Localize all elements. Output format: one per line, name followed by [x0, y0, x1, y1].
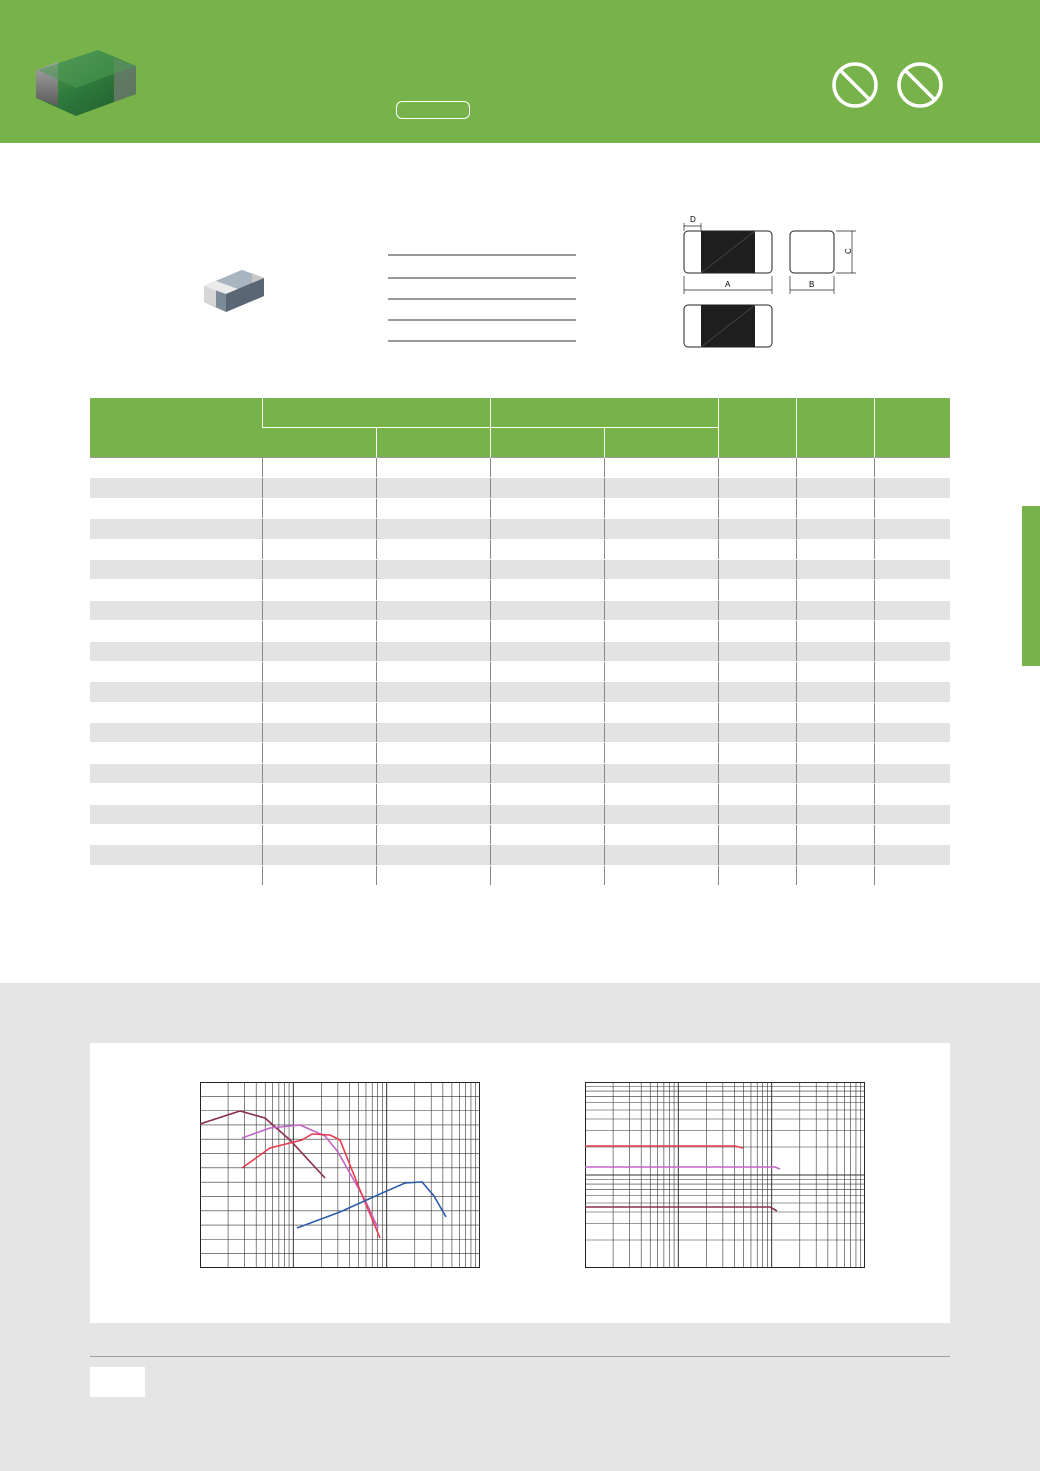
- table-cell: [490, 478, 604, 498]
- table-cell: [796, 865, 874, 885]
- table-cell: [90, 804, 262, 824]
- table-row: [90, 845, 950, 865]
- table-row: [90, 661, 950, 681]
- header-part-number: [90, 398, 262, 458]
- table-cell: [490, 784, 604, 804]
- table-cell: [718, 458, 796, 478]
- table-cell: [874, 702, 950, 722]
- table-cell: [376, 682, 490, 702]
- table-cell: [490, 498, 604, 518]
- table-cell: [262, 519, 376, 539]
- dim-label-a: A: [725, 280, 731, 289]
- table-row: [90, 641, 950, 661]
- table-cell: [262, 825, 376, 845]
- header-sub-2: [376, 428, 490, 458]
- table-cell: [796, 661, 874, 681]
- chip-inductor-icon: [28, 44, 140, 120]
- table-row: [90, 825, 950, 845]
- table-cell: [376, 865, 490, 885]
- table-cell: [604, 763, 718, 783]
- table-cell: [376, 784, 490, 804]
- table-cell: [796, 763, 874, 783]
- table-cell: [376, 763, 490, 783]
- table-cell: [490, 702, 604, 722]
- table-cell: [262, 458, 376, 478]
- table-cell: [490, 661, 604, 681]
- table-cell: [718, 723, 796, 743]
- table-row: [90, 743, 950, 763]
- table-cell: [376, 804, 490, 824]
- table-row: [90, 478, 950, 498]
- table-cell: [718, 702, 796, 722]
- table-cell: [376, 845, 490, 865]
- table-cell: [262, 641, 376, 661]
- dim-label-c: C: [844, 248, 853, 254]
- table-cell: [90, 600, 262, 620]
- table-cell: [490, 845, 604, 865]
- table-row: [90, 458, 950, 478]
- table-cell: [262, 621, 376, 641]
- table-cell: [262, 682, 376, 702]
- chip-inductor-photo: [198, 262, 268, 314]
- header-sub-3: [490, 428, 604, 458]
- dim-label-b: B: [809, 280, 815, 289]
- table-cell: [490, 804, 604, 824]
- table-row: [90, 763, 950, 783]
- table-cell: [604, 845, 718, 865]
- table-cell: [376, 458, 490, 478]
- table-cell: [718, 580, 796, 600]
- table-cell: [262, 723, 376, 743]
- table-cell: [718, 539, 796, 559]
- table-cell: [376, 825, 490, 845]
- table-cell: [490, 519, 604, 539]
- table-cell: [874, 539, 950, 559]
- table-body: [90, 458, 950, 886]
- table-cell: [874, 458, 950, 478]
- table-cell: [90, 723, 262, 743]
- table-cell: [90, 661, 262, 681]
- table-cell: [874, 723, 950, 743]
- table-cell: [90, 743, 262, 763]
- table-cell: [90, 763, 262, 783]
- table-cell: [90, 621, 262, 641]
- table-row: [90, 702, 950, 722]
- table-cell: [90, 580, 262, 600]
- table-cell: [376, 580, 490, 600]
- table-cell: [490, 621, 604, 641]
- frequency-chart: [200, 1082, 480, 1268]
- table-cell: [90, 641, 262, 661]
- table-cell: [376, 661, 490, 681]
- table-cell: [604, 621, 718, 641]
- table-cell: [718, 865, 796, 885]
- table-cell: [262, 498, 376, 518]
- dim-label-d: D: [690, 215, 696, 224]
- table-cell: [718, 845, 796, 865]
- table-cell: [796, 580, 874, 600]
- table-cell: [718, 784, 796, 804]
- table-cell: [718, 498, 796, 518]
- table-cell: [262, 539, 376, 559]
- table-cell: [796, 539, 874, 559]
- table-cell: [796, 600, 874, 620]
- table-cell: [604, 641, 718, 661]
- table-cell: [262, 661, 376, 681]
- table-cell: [262, 865, 376, 885]
- table-cell: [718, 641, 796, 661]
- table-cell: [718, 763, 796, 783]
- table-cell: [490, 763, 604, 783]
- table-cell: [796, 519, 874, 539]
- table-cell: [796, 559, 874, 579]
- table-cell: [262, 743, 376, 763]
- table-cell: [874, 865, 950, 885]
- table-cell: [490, 539, 604, 559]
- table-row: [90, 865, 950, 885]
- table-cell: [490, 865, 604, 885]
- table-cell: [490, 743, 604, 763]
- table-cell: [604, 825, 718, 845]
- table-cell: [718, 478, 796, 498]
- table-cell: [90, 539, 262, 559]
- table-cell: [490, 600, 604, 620]
- header-col-8: [874, 398, 950, 458]
- table-cell: [376, 600, 490, 620]
- no-symbol-icon: [895, 60, 945, 110]
- table-cell: [796, 784, 874, 804]
- dc-bias-chart: [585, 1082, 865, 1268]
- page-number-box: [90, 1367, 145, 1397]
- table-cell: [874, 580, 950, 600]
- table-cell: [90, 825, 262, 845]
- table-cell: [604, 723, 718, 743]
- table-cell: [490, 682, 604, 702]
- table-cell: [874, 743, 950, 763]
- table-row: [90, 600, 950, 620]
- dimension-drawing: [672, 214, 868, 354]
- table-cell: [718, 743, 796, 763]
- table-cell: [490, 825, 604, 845]
- table-cell: [262, 702, 376, 722]
- table-cell: [376, 498, 490, 518]
- table-cell: [874, 763, 950, 783]
- table-cell: [874, 559, 950, 579]
- table-cell: [90, 519, 262, 539]
- table-cell: [604, 478, 718, 498]
- table-cell: [796, 845, 874, 865]
- table-cell: [90, 682, 262, 702]
- table-cell: [262, 784, 376, 804]
- table-cell: [604, 559, 718, 579]
- footer-divider: [90, 1356, 950, 1357]
- no-symbol-icon: [830, 60, 880, 110]
- table-row: [90, 580, 950, 600]
- table-cell: [796, 723, 874, 743]
- table-cell: [796, 478, 874, 498]
- table-row: [90, 519, 950, 539]
- table-cell: [604, 600, 718, 620]
- specification-table: [90, 398, 950, 886]
- table-cell: [376, 743, 490, 763]
- table-row: [90, 723, 950, 743]
- table-cell: [796, 682, 874, 702]
- table-cell: [90, 865, 262, 885]
- table-cell: [262, 580, 376, 600]
- header-sub-4: [604, 428, 718, 458]
- table-cell: [490, 580, 604, 600]
- table-cell: [90, 478, 262, 498]
- table-cell: [490, 559, 604, 579]
- table-cell: [718, 519, 796, 539]
- chart-frame: [201, 1083, 480, 1268]
- table-row: [90, 804, 950, 824]
- table-cell: [90, 784, 262, 804]
- table-cell: [376, 559, 490, 579]
- table-cell: [604, 804, 718, 824]
- table-cell: [604, 682, 718, 702]
- table-row: [90, 682, 950, 702]
- table-cell: [376, 641, 490, 661]
- table-cell: [262, 845, 376, 865]
- table-cell: [604, 498, 718, 518]
- table-cell: [718, 661, 796, 681]
- table-cell: [874, 498, 950, 518]
- table-cell: [796, 804, 874, 824]
- table-cell: [796, 702, 874, 722]
- table-cell: [604, 519, 718, 539]
- table-cell: [796, 825, 874, 845]
- table-cell: [604, 580, 718, 600]
- table-cell: [604, 784, 718, 804]
- header-group-1: [262, 398, 490, 428]
- table-cell: [796, 641, 874, 661]
- table-cell: [718, 804, 796, 824]
- table-cell: [796, 498, 874, 518]
- table-cell: [604, 865, 718, 885]
- spec-summary-lines: [388, 254, 576, 344]
- header-band: [0, 0, 1040, 143]
- table-cell: [796, 621, 874, 641]
- table-cell: [604, 458, 718, 478]
- series-label-pill: [396, 101, 470, 119]
- table-row: [90, 784, 950, 804]
- table-cell: [718, 559, 796, 579]
- table-cell: [90, 559, 262, 579]
- table-row: [90, 539, 950, 559]
- table-cell: [718, 825, 796, 845]
- table-cell: [490, 458, 604, 478]
- header-col-6: [718, 398, 796, 458]
- table-cell: [874, 478, 950, 498]
- table-cell: [874, 804, 950, 824]
- table-cell: [874, 621, 950, 641]
- table-cell: [718, 621, 796, 641]
- header-group-2: [490, 398, 718, 428]
- header-sub-1: [262, 428, 376, 458]
- table-cell: [262, 478, 376, 498]
- table-cell: [90, 458, 262, 478]
- table-cell: [376, 478, 490, 498]
- table-row: [90, 621, 950, 641]
- table-cell: [874, 784, 950, 804]
- table-cell: [376, 723, 490, 743]
- table-cell: [90, 702, 262, 722]
- table-row: [90, 498, 950, 518]
- table-cell: [262, 600, 376, 620]
- table-cell: [874, 519, 950, 539]
- table-cell: [874, 682, 950, 702]
- table-cell: [262, 763, 376, 783]
- table-cell: [604, 539, 718, 559]
- table-cell: [604, 743, 718, 763]
- table-cell: [604, 661, 718, 681]
- table-cell: [376, 539, 490, 559]
- table-row: [90, 559, 950, 579]
- table-cell: [262, 559, 376, 579]
- table-cell: [90, 845, 262, 865]
- table-cell: [718, 600, 796, 620]
- table-cell: [718, 682, 796, 702]
- table-cell: [262, 804, 376, 824]
- table-cell: [874, 600, 950, 620]
- table-cell: [796, 743, 874, 763]
- table-cell: [874, 845, 950, 865]
- table-cell: [376, 702, 490, 722]
- table-cell: [796, 458, 874, 478]
- table-cell: [874, 641, 950, 661]
- table-cell: [490, 723, 604, 743]
- section-side-tab: [1022, 506, 1040, 666]
- table-cell: [90, 498, 262, 518]
- header-col-7: [796, 398, 874, 458]
- table-cell: [874, 825, 950, 845]
- table-cell: [376, 621, 490, 641]
- table-cell: [490, 641, 604, 661]
- table-cell: [604, 702, 718, 722]
- table-cell: [874, 661, 950, 681]
- table-cell: [376, 519, 490, 539]
